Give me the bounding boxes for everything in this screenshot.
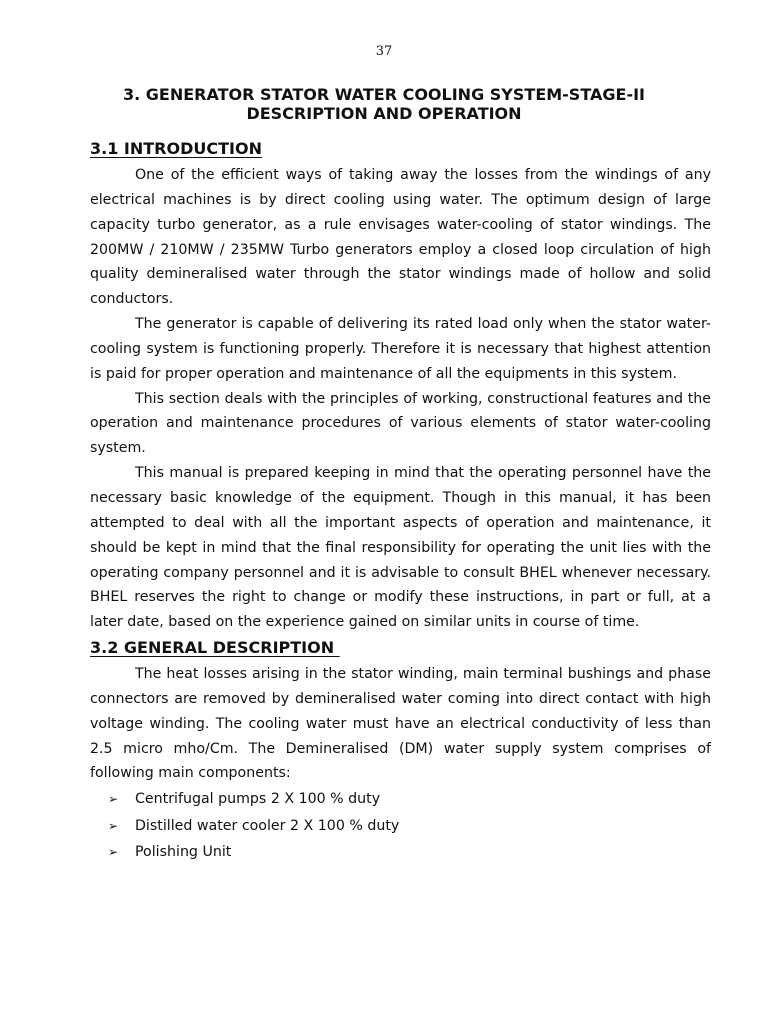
arrowhead-bullet-icon: ➢ — [108, 792, 119, 807]
document-title-line-1: 3. GENERATOR STATOR WATER COOLING SYSTEM-STAGE-II — [123, 85, 645, 104]
paragraph: This section deals with the principles of working, constructional features and the operation and maintenance procedures of various elements of stator water-cooling system. — [90, 390, 711, 457]
section-heading-introduction: 3.1 INTRODUCTION — [90, 139, 262, 158]
section-heading-general-description: 3.2 GENERAL DESCRIPTION — [90, 638, 340, 658]
arrowhead-bullet-icon: ➢ — [108, 818, 119, 833]
section-introduction — [90, 138, 711, 635]
component-list — [90, 786, 711, 866]
paragraph: This manual is prepared keeping in mind that the operating personnel have the necessary basic knowledge of the equipment. Though in this manual, it has been attempted to deal with all the important aspects of operation and maintenance, it should be kept in mind that the final responsibility for operating the unit lies with the operating company personnel and it is advisable to consult BHEL whenever necessary. BHEL reserves the right to change or modify these instructions, in part or full, at a later date, based on the experience gained on similar units in course of time. — [90, 465, 711, 631]
paragraph: The heat losses arising in the stator winding, main terminal bushings and phase connectors are removed by demineralised water coming into direct contact with high voltage winding. The cooling water must have an electrical conductivity of less than 2.5 micro mho/Cm. The Demineralised (DM) water supply system comprises of following main components: — [90, 666, 711, 782]
list-item — [108, 839, 711, 866]
list-item-text: Centrifugal pumps 2 X 100 % duty — [135, 791, 381, 808]
document-title — [90, 85, 678, 123]
document-title-line-2: DESCRIPTION AND OPERATION — [246, 104, 522, 123]
list-item — [108, 786, 711, 813]
arrowhead-bullet-icon: ➢ — [108, 845, 119, 860]
list-item — [108, 813, 711, 840]
page-number: 37 — [375, 44, 393, 59]
paragraph: The generator is capable of delivering its rated load only when the stator water-cooling system is functioning properly. Therefore it is necessary that highest attention is paid for proper operation and maintenance of all the equipments in this system. — [90, 316, 711, 382]
list-item-text: Distilled water cooler 2 X 100 % duty — [135, 817, 400, 834]
paragraph: One of the efficient ways of taking away the losses from the windings of any electrical machines is by direct cooling using water. The optimum design of large capacity turbo generator, as a rule envisages water-cooling of stator windings. The 200MW / 210MW / 235MW Turbo generators employ a closed loop circulation of high quality demineralised water through the stator windings made of hollow and solid conductors. — [90, 167, 711, 308]
section-general-description — [90, 637, 711, 866]
list-item-text: Polishing Unit — [135, 844, 232, 861]
document-body — [90, 138, 711, 866]
